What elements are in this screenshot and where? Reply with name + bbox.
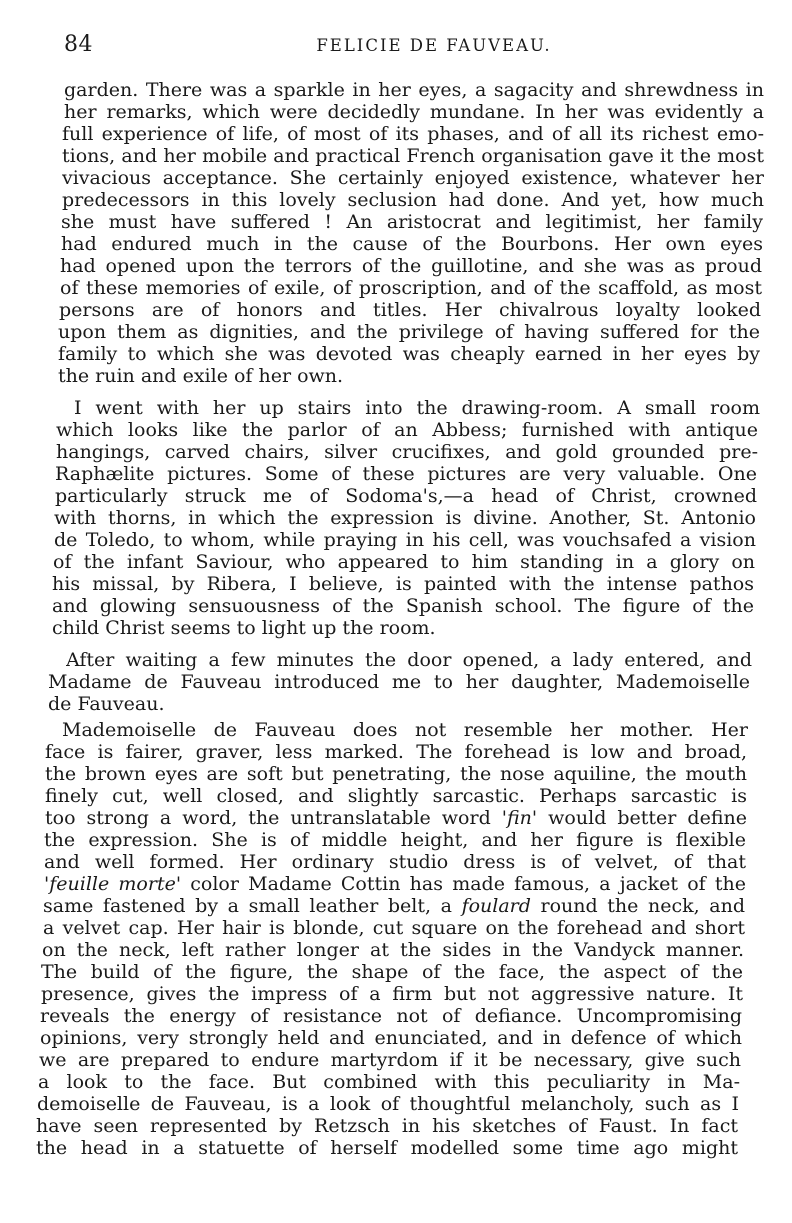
text-line: and well formed. Her ordinary studio dress is of velvet, of that: [44, 851, 746, 873]
text-line: of the infant Saviour, who appeared to him standing in a glory on: [53, 551, 755, 573]
text-line: [45, 807, 747, 829]
text-line: particularly struck me of Sodoma's,—a head of Christ, crowned: [55, 485, 757, 507]
text-line: demoiselle de Fauveau, is a look of thoughtful melancholy, such as I: [37, 1093, 739, 1115]
italic-word: 'feuille morte': [44, 873, 182, 895]
text-line: full experience of life, of most of its phases, and of all its richest emo-: [62, 123, 764, 145]
text-line: Raphælite pictures. Some of these pictures are very valuable. One: [55, 463, 757, 485]
text-line: Mademoiselle de Fauveau does not resemble her mother. Her: [62, 719, 748, 741]
text-line: the head in a statuette of herself modelled some time ago might: [36, 1137, 738, 1159]
text-line: [43, 895, 745, 917]
text-line: with thorns, in which the expression is divine. Another, St. Antonio: [54, 507, 756, 529]
text-segment: would better define: [537, 807, 747, 829]
italic-word: 'fin': [501, 807, 538, 829]
text-segment: same fastened by a small leather belt, a: [43, 895, 462, 917]
text-line: family to which she was devoted was cheaply earned in her eyes by: [58, 343, 760, 365]
text-line: the expression. She is of middle height, and her figure is flexible: [44, 829, 746, 851]
text-segment: round the neck, and: [530, 895, 745, 917]
text-line: vivacious acceptance. She certainly enjoyed existence, whatever her: [62, 167, 764, 189]
text-line: have seen represented by Retzsch in his sketches of Faust. In fact: [36, 1115, 738, 1137]
text-line: tions, and her mobile and practical French organisation gave it the most: [62, 145, 764, 167]
text-line: his missal, by Ribera, I believe, is painted with the intense pathos: [52, 573, 754, 595]
text-segment: color Madame Cottin has made famous, a jacket of the: [181, 873, 746, 895]
text-line: Madame de Fauveau introduced me to her daughter, Mademoiselle: [48, 671, 750, 693]
page-number: 84: [64, 32, 93, 57]
text-line: child Christ seems to light up the room.: [52, 617, 436, 639]
text-line: had opened upon the terrors of the guillotine, and she was as proud: [60, 255, 762, 277]
text-line: After waiting a few minutes the door opened, a lady entered, and: [66, 649, 752, 671]
text-line: she must have suffered ! An aristocrat and legitimist, her family: [61, 211, 763, 233]
text-line: The build of the figure, the shape of the face, the aspect of the: [41, 961, 743, 983]
text-line: the brown eyes are soft but penetrating, the nose aquiline, the mouth: [45, 763, 747, 785]
italic-word: foulard: [461, 895, 531, 917]
text-line: reveals the energy of resistance not of defiance. Uncompromising: [40, 1005, 742, 1027]
text-line: presence, gives the impress of a firm but not aggressive nature. It: [41, 983, 743, 1005]
text-line: de Fauveau.: [48, 693, 165, 715]
text-segment: too strong a word, the untranslatable word: [45, 807, 502, 829]
text-line: finely cut, well closed, and slightly sarcastic. Perhaps sarcastic is: [45, 785, 747, 807]
text-line: face is fairer, graver, less marked. The forehead is low and broad,: [45, 741, 747, 763]
text-line: her remarks, which were decidedly mundane. In her was evidently a: [64, 101, 764, 123]
text-line: upon them as dignities, and the privilege of having suffered for the: [58, 321, 760, 343]
page-header: [64, 32, 764, 64]
text-line: [44, 873, 746, 895]
text-line: garden. There was a sparkle in her eyes, a sagacity and shrewdness in: [64, 79, 764, 101]
text-line: a look to the face. But combined with this peculiarity in Ma-: [38, 1071, 740, 1093]
text-line: de Toledo, to whom, while praying in his cell, was vouchsafed a vision: [54, 529, 756, 551]
running-title: FELICIE DE FAUVEAU.: [316, 36, 552, 55]
text-line: persons are of honors and titles. Her chivalrous loyalty looked: [59, 299, 761, 321]
text-line: hangings, carved chairs, silver crucifixes, and gold grounded pre-: [56, 441, 758, 463]
text-line: on the neck, left rather longer at the sides in the Vandyck manner.: [42, 939, 744, 961]
text-line: which looks like the parlor of an Abbess; furnished with antique: [56, 419, 758, 441]
text-line: we are prepared to endure martyrdom if it be necessary, give such: [39, 1049, 741, 1071]
text-line: had endured much in the cause of the Bourbons. Her own eyes: [61, 233, 763, 255]
text-line: and glowing sensuousness of the Spanish school. The figure of the: [52, 595, 754, 617]
text-line: opinions, very strongly held and enunciated, and in defence of which: [40, 1027, 742, 1049]
text-line: predecessors in this lovely seclusion had done. And yet, how much: [62, 189, 764, 211]
text-line: a velvet cap. Her hair is blonde, cut square on the forehead and short: [43, 917, 745, 939]
text-line: I went with her up stairs into the drawing-room. A small room: [74, 397, 760, 419]
text-line: of these memories of exile, of proscription, and of the scaffold, as most: [60, 277, 762, 299]
text-line: the ruin and exile of her own.: [58, 365, 344, 387]
